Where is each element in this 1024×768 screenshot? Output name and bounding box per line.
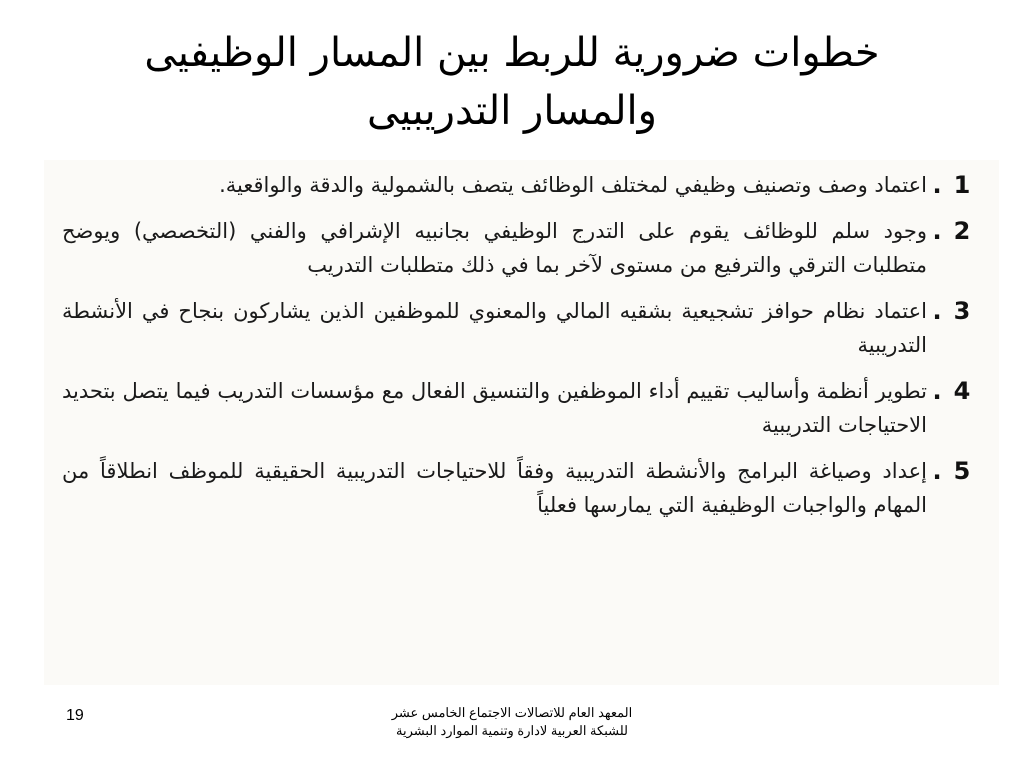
- step-item-3: [62, 294, 977, 362]
- step-separator: .: [932, 217, 942, 245]
- step-item-5: [62, 454, 977, 522]
- step-number: 3: [953, 297, 971, 325]
- scanned-steps-list: [44, 160, 999, 685]
- step-number: 1: [953, 171, 971, 199]
- slide-title-line-1: خطوات ضرورية للربط بين المسار الوظيفيى: [144, 30, 880, 76]
- step-number: 2: [953, 217, 971, 245]
- slide-title-line-2: والمسار التدريبيى: [367, 88, 657, 134]
- footer-line-1: المعهد العام للاتصالات الاجتماع الخامس عشر: [391, 705, 633, 720]
- step-number: 5: [953, 457, 971, 485]
- slide-number: 19: [66, 707, 84, 724]
- footer-line-2: للشبكة العربية لادارة وتنمية الموارد البشرية: [396, 723, 628, 738]
- step-text: تطوير أنظمة وأساليب تقييم أداء الموظفين والتنسيق الفعال مع مؤسسات التدريب فيما يتصل بتحديد الاحتياجات التدريبية: [62, 379, 927, 437]
- step-item-2: [62, 214, 977, 282]
- step-text: إعداد وصياغة البرامج والأنشطة التدريبية وفقاً للاحتياجات التدريبية الحقيقية للموظف انطلاقاً من المهام والواجبات الوظيفية التي يمارسها فعلياً: [62, 459, 927, 517]
- step-text: وجود سلم للوظائف يقوم على التدرج الوظيفي بجانبيه الإشرافي والفني (التخصصي) ويوضح متطلبات الترقي والترفيع من مستوى لآخر بما في ذلك متطلبات التدريب: [62, 219, 927, 277]
- step-text: اعتماد نظام حوافز تشجيعية بشقيه المالي والمعنوي للموظفين الذين يشاركون بنجاح في الأنشطة التدريبية: [62, 299, 927, 357]
- step-item-1: [62, 168, 977, 202]
- slide-title: [40, 24, 984, 140]
- step-separator: .: [932, 297, 942, 325]
- step-number: 4: [953, 377, 971, 405]
- step-separator: .: [932, 457, 942, 485]
- step-separator: .: [932, 377, 942, 405]
- step-separator: .: [932, 171, 942, 199]
- slide-footer: [300, 704, 724, 740]
- step-item-4: [62, 374, 977, 442]
- step-text: اعتماد وصف وتصنيف وظيفي لمختلف الوظائف يتصف بالشمولية والدقة والواقعية.: [219, 173, 927, 197]
